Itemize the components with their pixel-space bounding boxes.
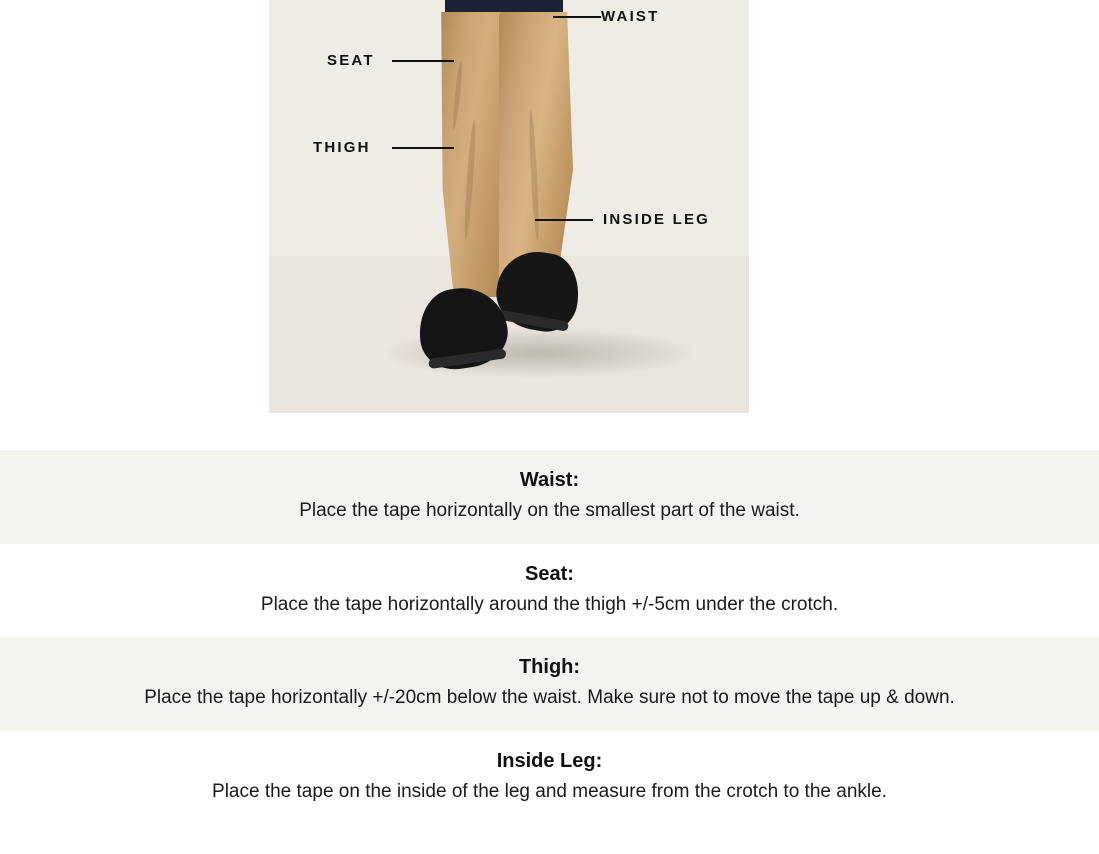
seat-leader-line (392, 60, 454, 62)
instruction-row-inside-leg (0, 731, 1099, 825)
inside-leg-leader-line (535, 219, 593, 221)
instruction-text: Place the tape on the inside of the leg and measure from the crotch to the ankle. (212, 781, 887, 803)
waist-leader-line (553, 16, 601, 18)
instruction-row-seat (0, 544, 1099, 638)
callout-thigh: THIGH (313, 139, 371, 156)
instructions-list (0, 450, 1099, 825)
instruction-title: Inside Leg: (496, 750, 603, 773)
instruction-title: Thigh: (518, 656, 581, 679)
instruction-text: Place the tape horizontally +/-20cm below the waist. Make sure not to move the tape up & down. (144, 687, 955, 709)
trouser-leg-right (499, 12, 573, 284)
callout-waist: WAIST (601, 8, 660, 25)
instruction-row-waist (0, 450, 1099, 544)
instruction-title: Waist: (519, 469, 580, 491)
thigh-leader-line (392, 147, 454, 149)
callout-seat: SEAT (327, 52, 375, 69)
instruction-text: Place the tape horizontally around the thigh +/-5cm under the crotch. (260, 593, 839, 615)
instruction-row-thigh (0, 637, 1099, 731)
callout-inside-leg: INSIDE LEG (603, 211, 711, 228)
instruction-text: Place the tape horizontally on the smallest part of the waist. (299, 500, 800, 521)
instruction-title: Seat: (525, 562, 574, 585)
